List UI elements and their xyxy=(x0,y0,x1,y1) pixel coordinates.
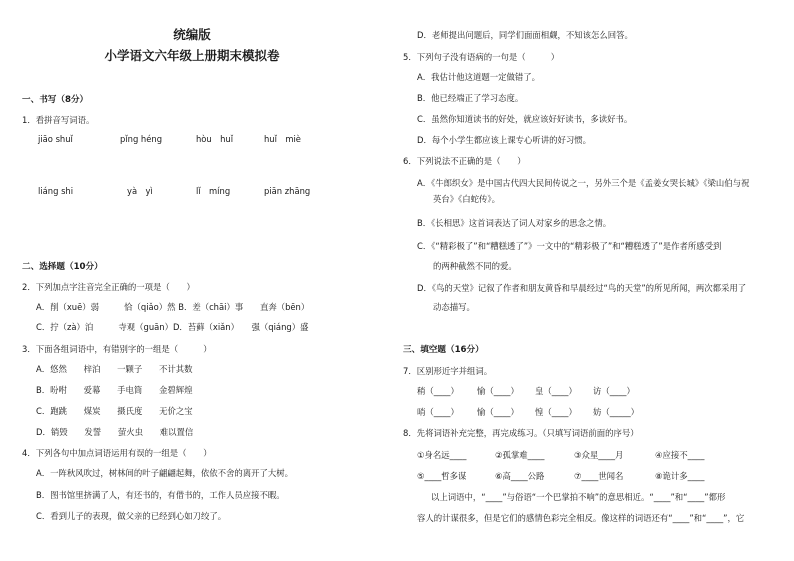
q7-item: 皇（____） xyxy=(535,386,577,396)
pinyin-row-2 xyxy=(38,186,358,198)
section-choice-heading: 二、选择题（10分） xyxy=(22,262,103,272)
question-4-option-d: D．老师提出问题后，同学们面面相觑，不知该怎么回答。 xyxy=(417,30,633,40)
exam-title-main: 小学语文六年级上册期末模拟卷 xyxy=(104,48,280,63)
question-6-option-a-line2: 英台》《白蛇传》。 xyxy=(433,194,500,204)
q8-item: ③众星____月 xyxy=(574,450,624,460)
question-3-option-a: A．悠然 梓泊 一颗子 不计其数 xyxy=(36,364,193,374)
question-6-option-d-line2: 动态描写。 xyxy=(433,302,475,312)
question-8-text-line1: 以上词语中，“____”与俗语“一个巴掌拍不响”的意思相近。“____”和“____”都形 xyxy=(431,492,726,502)
q8-row-2 xyxy=(417,471,757,483)
question-5-option-b: B．他已经端正了学习态度。 xyxy=(417,93,524,103)
q8-item: ⑦____世闻名 xyxy=(574,471,624,481)
q8-item: ①身名远____ xyxy=(417,450,467,460)
question-2: 2．下列加点字注音完全正确的一项是（ ） xyxy=(22,282,195,292)
question-6-option-c-line2: 的两种截然不同的爱。 xyxy=(433,261,517,271)
pinyin-item: yà yì xyxy=(127,186,153,196)
question-5-option-c: C．虽然你知道读书的好处，就应该好好读书，多读好书。 xyxy=(417,114,633,124)
question-8-text-line2: 容人的计谋很多，但是它们的感情色彩完全相反。像这样的词语还有“____”和“____”，它 xyxy=(417,513,745,523)
q7-item: 访（____） xyxy=(593,386,635,396)
question-5-option-a: A．我估计他这道题一定做错了。 xyxy=(417,72,540,82)
pinyin-item: hòu huǐ xyxy=(196,134,234,144)
question-8: 8．先将词语补充完整，再完成练习。（只填写词语前面的序号） xyxy=(403,428,639,438)
q7-item: 愉（____） xyxy=(477,407,519,417)
question-1: 1．看拼音写词语。 xyxy=(22,115,95,125)
q8-item: ⑧诡计多____ xyxy=(655,471,705,481)
q7-item: 愉（____） xyxy=(477,386,519,396)
section-fill-heading: 三、填空题（16分） xyxy=(403,345,484,355)
question-6: 6．下列说法不正确的是（ ） xyxy=(403,156,526,166)
question-5-option-d: D．每个小学生都应该上课专心听讲的好习惯。 xyxy=(417,135,591,145)
question-6-option-d-line1: D．《鸟的天堂》记叙了作者和朋友黄昏和早晨经过“鸟的天堂”的所见所闻，两次都采用了 xyxy=(417,283,747,293)
q7-row-2 xyxy=(417,407,757,419)
question-2-option-cd: C．拧（zà）泊 寺观（guān）D．苔藓（xiǎn） 强（qiáng）盛 xyxy=(36,322,309,332)
question-6-option-a-line1: A．《牛郎织女》是中国古代四大民间传说之一，另外三个是《孟姜女哭长城》《梁山伯与祝 xyxy=(417,178,750,188)
q8-item: ⑤____哲多谋 xyxy=(417,471,467,481)
q7-row-1 xyxy=(417,386,757,398)
question-6-option-c-line1: C．《“精彩极了”和“糟糕透了”》一文中的“精彩极了”和“糟糕透了”是作者所感受到 xyxy=(417,241,722,251)
question-4-option-a: A．一阵秋风吹过，树林间的叶子翩翩起舞，依依不舍的离开了大树。 xyxy=(36,468,293,478)
question-3-option-d: D．销毁 发誓 萤火虫 难以置信 xyxy=(36,427,194,437)
pinyin-item: piān zhāng xyxy=(264,186,311,196)
pinyin-row-1 xyxy=(38,134,358,146)
question-5: 5．下列句子没有语病的一句是（ ） xyxy=(403,52,560,62)
pinyin-item: pǐng héng xyxy=(120,134,163,144)
q7-item: 妨（_____） xyxy=(593,407,640,417)
section-writing-heading: 一、书写（8分） xyxy=(22,95,89,105)
q8-item: ②孤掌难____ xyxy=(495,450,545,460)
question-4-option-b: B．图书馆里挤满了人，有还书的，有借书的，工作人员应接不暇。 xyxy=(36,490,285,500)
q8-item: ⑥高____公路 xyxy=(495,471,545,481)
q7-item: 哨（____） xyxy=(417,407,459,417)
question-3: 3．下面各组词语中，有错别字的一组是（ ） xyxy=(22,344,212,354)
pinyin-item: lǐ míng xyxy=(196,186,231,196)
question-4-option-c: C．看到儿子的表现，做父亲的已经到心如刀绞了。 xyxy=(36,511,227,521)
q8-item: ④应接不____ xyxy=(655,450,705,460)
question-7: 7．区别形近字并组词。 xyxy=(403,366,493,376)
pinyin-item: jiāo shuǐ xyxy=(38,134,73,144)
q7-item: 稍（____） xyxy=(417,386,459,396)
question-2-option-ab: A．削（xuē）弱 恰（qiǎo）然 B．差（chāi）事 直奔（bēn） xyxy=(36,302,310,312)
exam-title-edition: 统编版 xyxy=(173,27,211,42)
question-6-option-b: B．《长相思》这首词表达了词人对家乡的思念之情。 xyxy=(417,218,612,228)
question-3-option-c: C．跑跳 煤炭 摄氏度 无价之宝 xyxy=(36,406,193,416)
question-4: 4．下列各句中加点词语运用有误的一组是（ ） xyxy=(22,448,212,458)
pinyin-item: liáng shi xyxy=(38,186,74,196)
question-3-option-b: B．吩咐 爱幕 手电筒 金碧辉煌 xyxy=(36,385,193,395)
pinyin-item: huǐ miè xyxy=(264,134,301,144)
q7-item: 惶（____） xyxy=(535,407,577,417)
q8-row-1 xyxy=(417,450,757,462)
